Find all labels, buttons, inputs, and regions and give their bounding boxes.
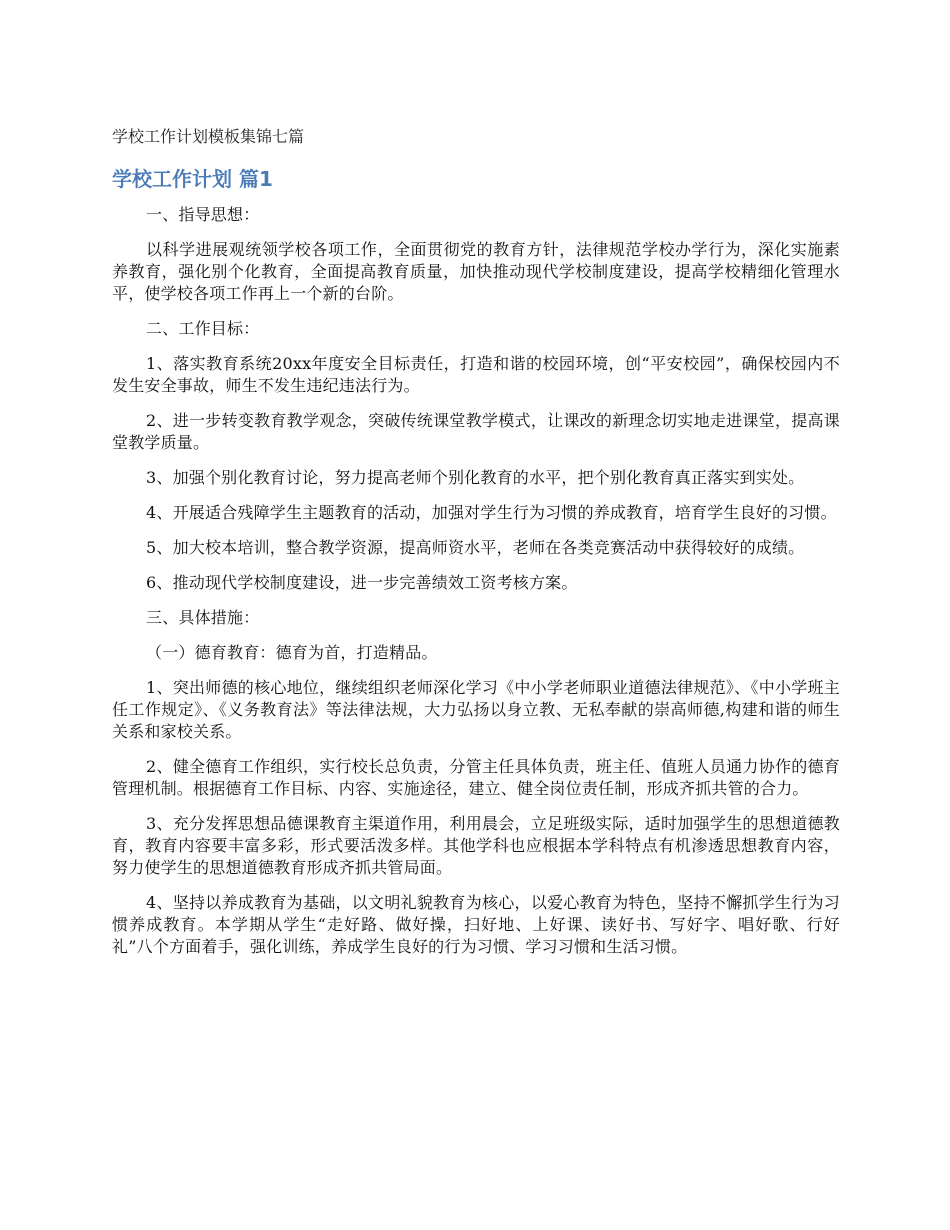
paragraph: 4、坚持以养成教育为基础，以文明礼貌教育为核心，以爱心教育为特色，坚持不懈抓学生行为习惯养成教育。本学期从学生“走好路、做好操，扫好地、上好课、读好书、写好字、唱好歌、行好礼”八个方面着手，强化训练，养成学生良好的行为习惯、学习习惯和生活习惯。 (112, 893, 840, 956)
paragraph: 1、落实教育系统20xx年度安全目标责任，打造和谐的校园环境，创“平安校园”，确保校园内不发生安全事故，师生不发生违纪违法行为。 (112, 354, 840, 395)
paragraph: 2、进一步转变教育教学观念，突破传统课堂教学模式，让课改的新理念切实地走进课堂，提高课堂教学质量。 (112, 411, 840, 452)
paragraph: 2、健全德育工作组织，实行校长总负责，分管主任具体负责，班主任、值班人员通力协作的德育管理机制。根据德育工作目标、内容、实施途径，建立、健全岗位责任制，形成齐抓共管的合力。 (112, 757, 840, 798)
paragraph-specific-measures: 三、具体措施： (146, 608, 260, 627)
paragraph-moral-education: （一）德育教育：德育为首，打造精品。 (146, 643, 438, 662)
document-title: 学校工作计划模板集锦七篇 (112, 127, 305, 146)
paragraph: 3、加强个别化教育讨论，努力提高老师个别化教育的水平，把个别化教育真正落实到实处。 (146, 468, 805, 487)
paragraph: 6、推动现代学校制度建设，进一步完善绩效工资考核方案。 (146, 573, 578, 592)
paragraph: 5、加大校本培训，整合教学资源，提高师资水平，老师在各类竞赛活动中获得较好的成绩。 (146, 538, 805, 557)
paragraph-work-goals: 二、工作目标： (146, 319, 260, 338)
section-heading: 学校工作计划 篇1 (112, 167, 273, 191)
paragraph: 以科学进展观统领学校各项工作，全面贯彻党的教育方针，法律规范学校办学行为，深化实施素养教育，强化别个化教育，全面提高教育质量，加快推动现代学校制度建设，提高学校精细化管理水平，使学校各项工作再上一个新的台阶。 (112, 240, 840, 303)
paragraph-guiding-ideology: 一、指导思想： (146, 205, 260, 224)
paragraph: 3、充分发挥思想品德课教育主渠道作用，利用晨会，立足班级实际，适时加强学生的思想道德教育，教育内容要丰富多彩，形式要活泼多样。其他学科也应根据本学科特点有机渗透思想教育内容，努力使学生的思想道德教育形成齐抓共管局面。 (112, 814, 840, 877)
paragraph: 1、突出师德的核心地位，继续组织老师深化学习《中小学老师职业道德法律规范》、《中小学班主任工作规定》、《义务教育法》等法律法规，大力弘扬以身立教、无私奉献的崇高师德,构建和谐的师生关系和家校关系。 (112, 678, 840, 741)
paragraph: 4、开展适合残障学生主题教育的活动，加强对学生行为习惯的养成教育，培育学生良好的习惯。 (146, 503, 837, 522)
